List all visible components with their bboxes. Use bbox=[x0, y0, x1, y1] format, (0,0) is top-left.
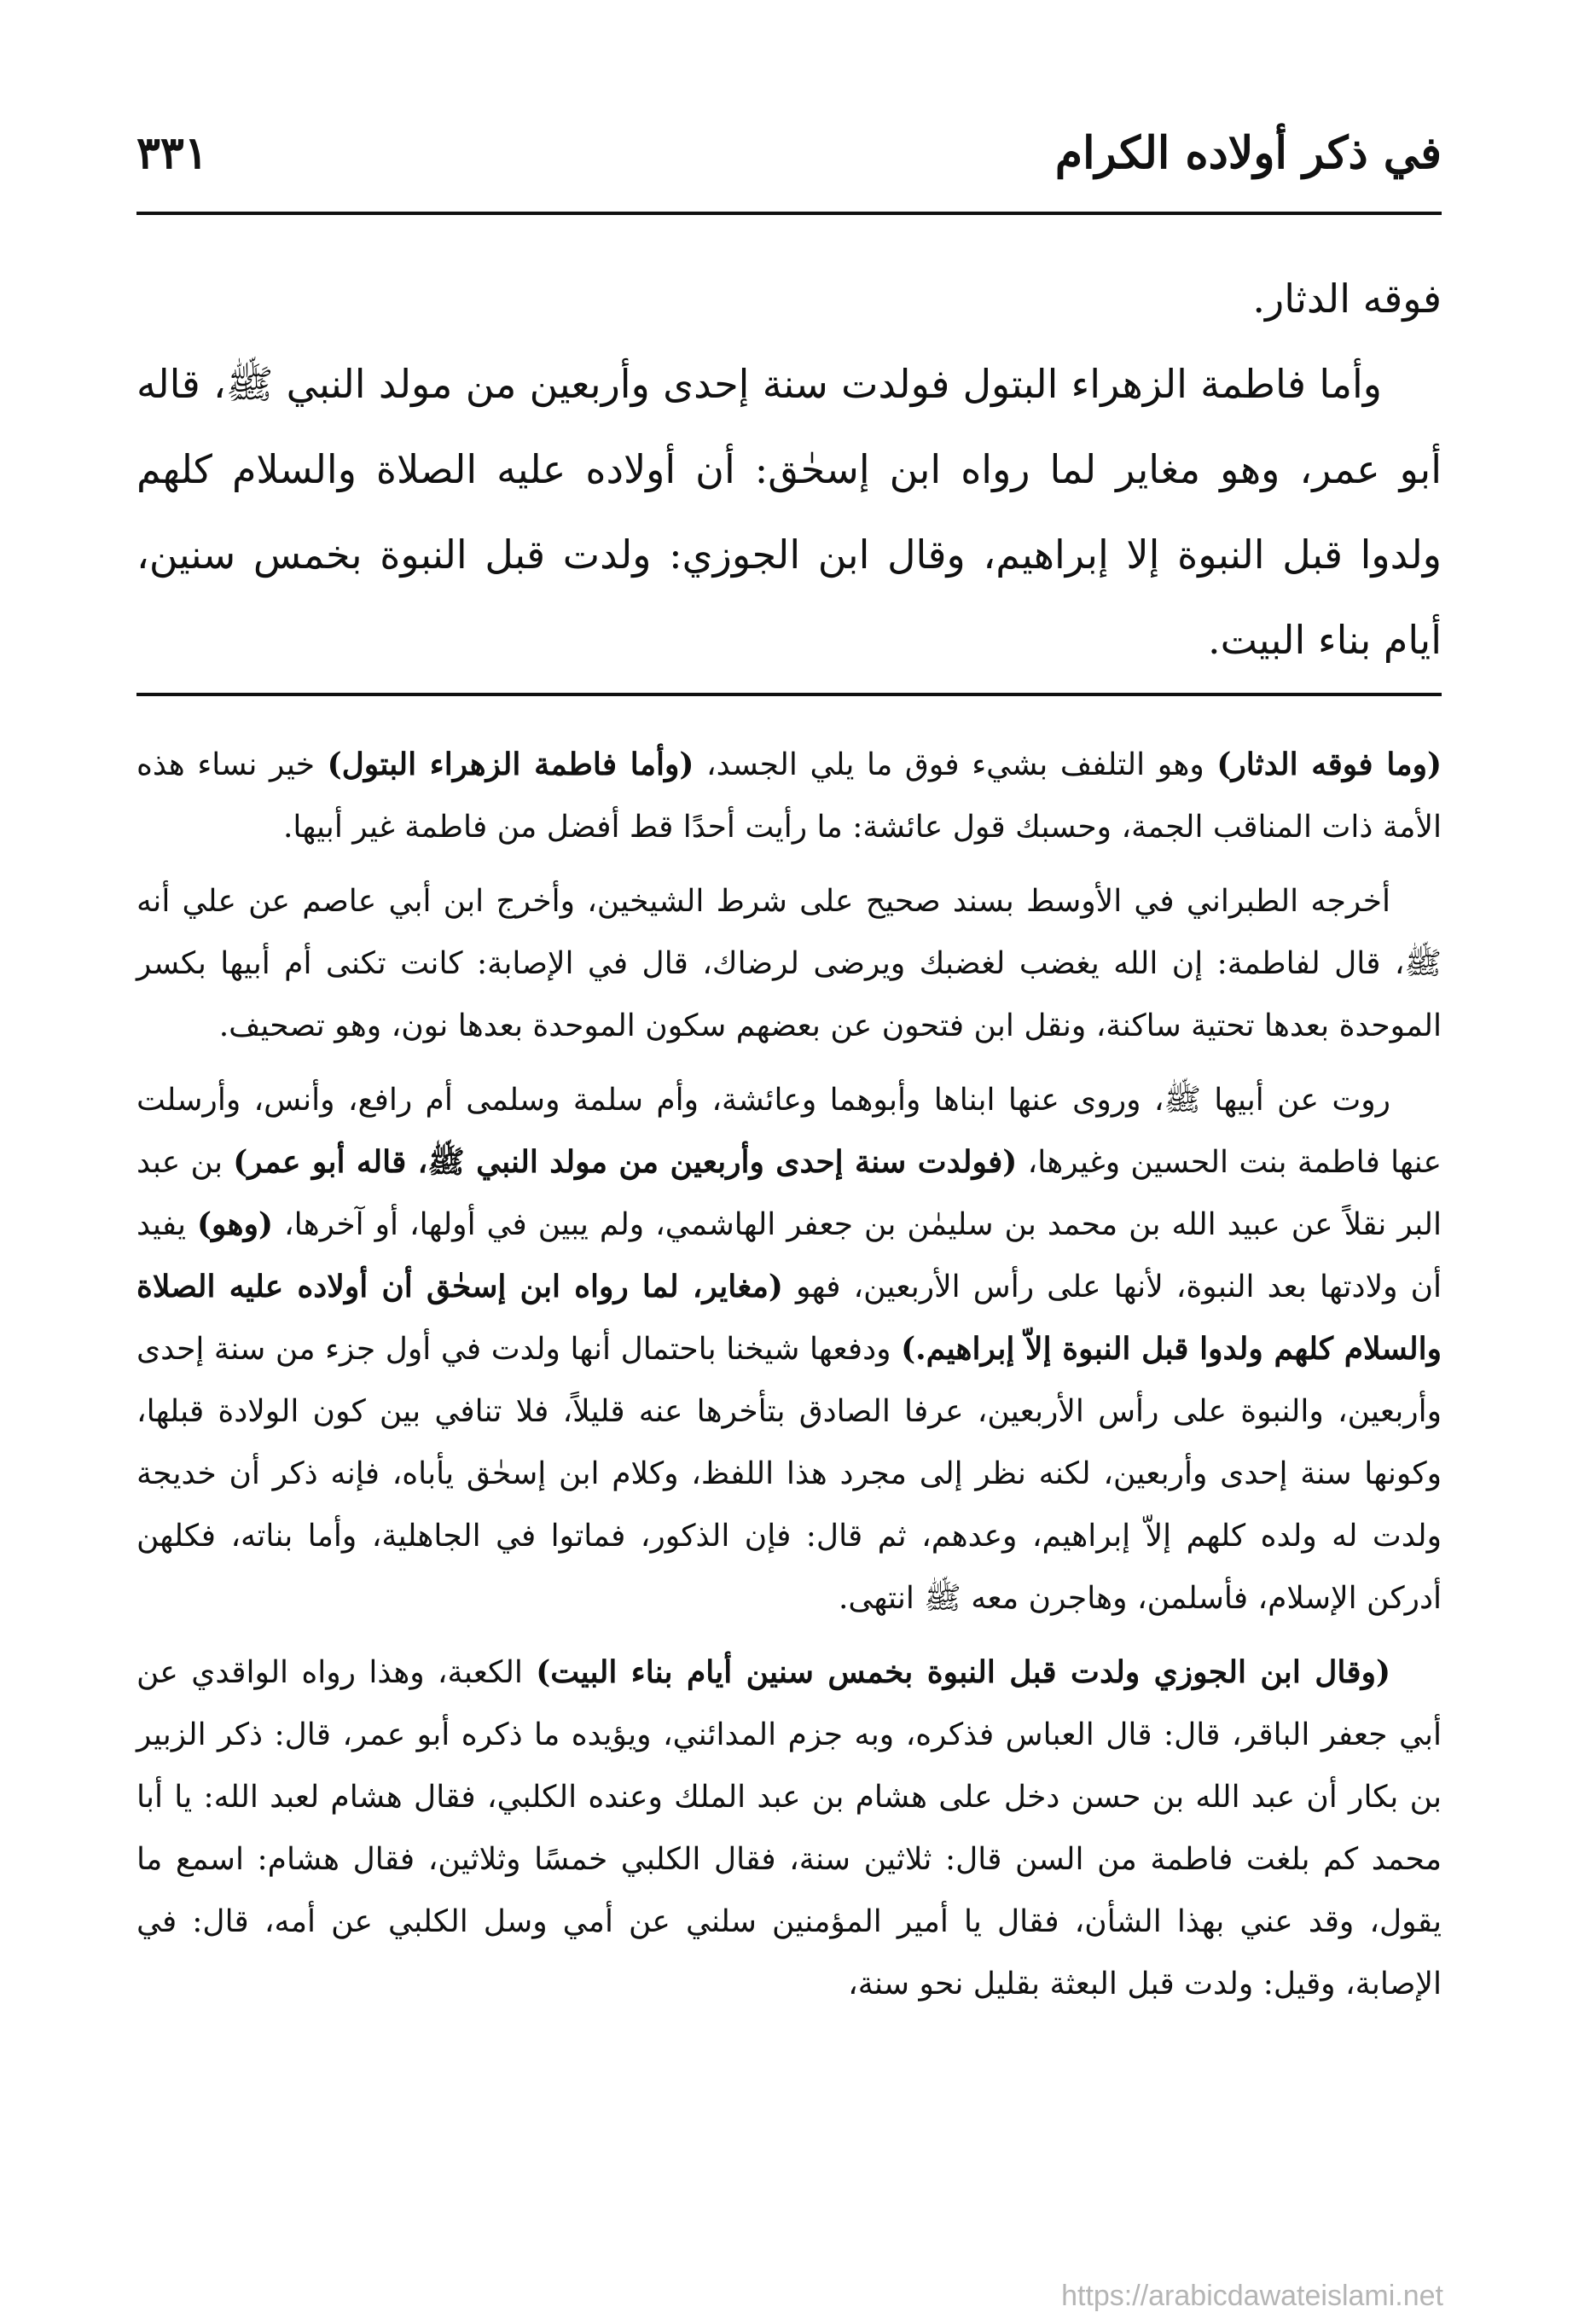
commentary-paragraph bbox=[136, 1069, 1442, 1630]
quoted-matn: (مغاير، لما رواه ابن إسحٰق أن أولاده عليه الصلاة والسلام كلهم ولدوا قبل النبوة إلاّ إبراهيم.) bbox=[136, 1269, 1442, 1367]
quoted-matn: (وأما فاطمة الزهراء البتول) bbox=[327, 747, 694, 782]
header-rule bbox=[136, 212, 1442, 215]
main-text bbox=[136, 256, 1442, 683]
quoted-matn: (وما فوقه الدثار) bbox=[1216, 747, 1442, 782]
quoted-matn: (وهو) bbox=[196, 1206, 274, 1242]
commentary-text-run: خير نساء هذه الأمة ذات المناقب الجمة، وحسبك قول عائشة: ما رأيت أحدًا قط أفضل من فاطمة غير أبيها. bbox=[136, 747, 1442, 845]
commentary-paragraph: أخرجه الطبراني في الأوسط بسند صحيح على شرط الشيخين، وأخرج ابن أبي عاصم عن علي أنه ﷺ، قال لفاطمة: إن الله يغضب لغضبك ويرضى لرضاك، قال في الإصابة: كانت تكنى أم أبيها بكسر الموحدة بعدها تحتية ساكنة، ونقل ابن فتحون عن بعضهم سكون الموحدة بعدها نون، وهو تصحيف. bbox=[136, 884, 1442, 1043]
commentary-text-run: بن عبد البر نقلاً عن عبيد الله بن محمد بن سليمٰن بن جعفر الهاشمي، ولم يبين في أولها، أو آخرها، bbox=[136, 1145, 1442, 1242]
page-number: ٣٣١ bbox=[136, 127, 208, 179]
page-header bbox=[136, 119, 1442, 188]
commentary-text-run: الكعبة، وهذا رواه الواقدي عن أبي جعفر الباقر، قال: قال العباس فذكره، وبه جزم المدائني، ويؤيده ما ذكره أبو عمر، قال: ذكر الزبير بن بكار أن عبد الله بن حسن دخل على هشام بن عبد الملك وعنده الكلبي، فقال هشام لعبد الله: يا أبا محمد كم بلغت فاطمة من السن قال: ثلاثين سنة، فقال الكلبي خمسًا وثلاثين، فقال هشام: اسمع ما يقول، وقد عني بهذا الشأن، فقال يا أمير المؤمنين سلني عن أمي وسل الكلبي عن أمه، قال: في الإصابة، وقيل: ولدت قبل البعثة بقليل نحو سنة، bbox=[136, 1655, 1442, 2002]
commentary-text-run: ودفعها شيخنا باحتمال أنها ولدت في أول جزء من سنة إحدى وأربعين، والنبوة على رأس الأربعين، عرفا الصادق بتأخرها عنه قليلاً، فلا تنافي بين كون الولادة قبلها، وكونها سنة إحدى وأربعين، لكنه نظر إلى مجرد هذا اللفظ، وكلام ابن إسحٰق يأباه، فإنه ذكر أن خديجة ولدت له ولده كلهم إلاّ إبراهيم، وعدهم، ثم قال: فإن الذكور، فماتوا في الجاهلية، وأما بناته، فكلهن أدركن الإسلام، فأسلمن، وهاجرن معه ﷺ انتهى. bbox=[136, 1332, 1442, 1616]
commentary-text bbox=[136, 734, 1442, 2015]
commentary-text-run: وهو التلفف بشيء فوق ما يلي الجسد، bbox=[694, 747, 1217, 782]
commentary-text-run: يفيد أن ولادتها بعد النبوة، لأنها على رأس الأربعين، فهو bbox=[136, 1207, 1442, 1304]
matn-paragraph: فوقه الدثار. bbox=[1252, 276, 1442, 322]
watermark-url: https://arabicdawateislami.net bbox=[1061, 2280, 1443, 2312]
quoted-matn: (وقال ابن الجوزي ولدت قبل النبوة بخمس سنين أيام بناء البيت) bbox=[536, 1654, 1390, 1690]
matn-paragraph: وأما فاطمة الزهراء البتول فولدت سنة إحدى وأربعين من مولد النبي ﷺ، قاله أبو عمر، وهو مغاير لما رواه ابن إسحٰق: أن أولاده عليه الصلاة والسلام كلهم ولدوا قبل النبوة إلا إبراهيم، وقال ابن الجوزي: ولدت قبل النبوة بخمس سنين، أيام بناء البيت. bbox=[136, 361, 1442, 663]
commentary-paragraph bbox=[136, 1641, 1442, 2015]
quoted-matn: (فولدت سنة إحدى وأربعين من مولد النبي ﷺ، قاله أبو عمر) bbox=[233, 1144, 1018, 1180]
commentary-text-run: روت عن أبيها ﷺ، وروى عنها ابناها وأبوهما وعائشة، وأم سلمة وسلمى أم رافع، وأنس، وأرسلت عنها فاطمة بنت الحسين وغيرها، bbox=[136, 1083, 1442, 1180]
commentary-separator-rule bbox=[136, 693, 1442, 696]
running-title: في ذكر أولاده الكرام bbox=[1054, 127, 1442, 179]
commentary-paragraph bbox=[136, 734, 1442, 858]
